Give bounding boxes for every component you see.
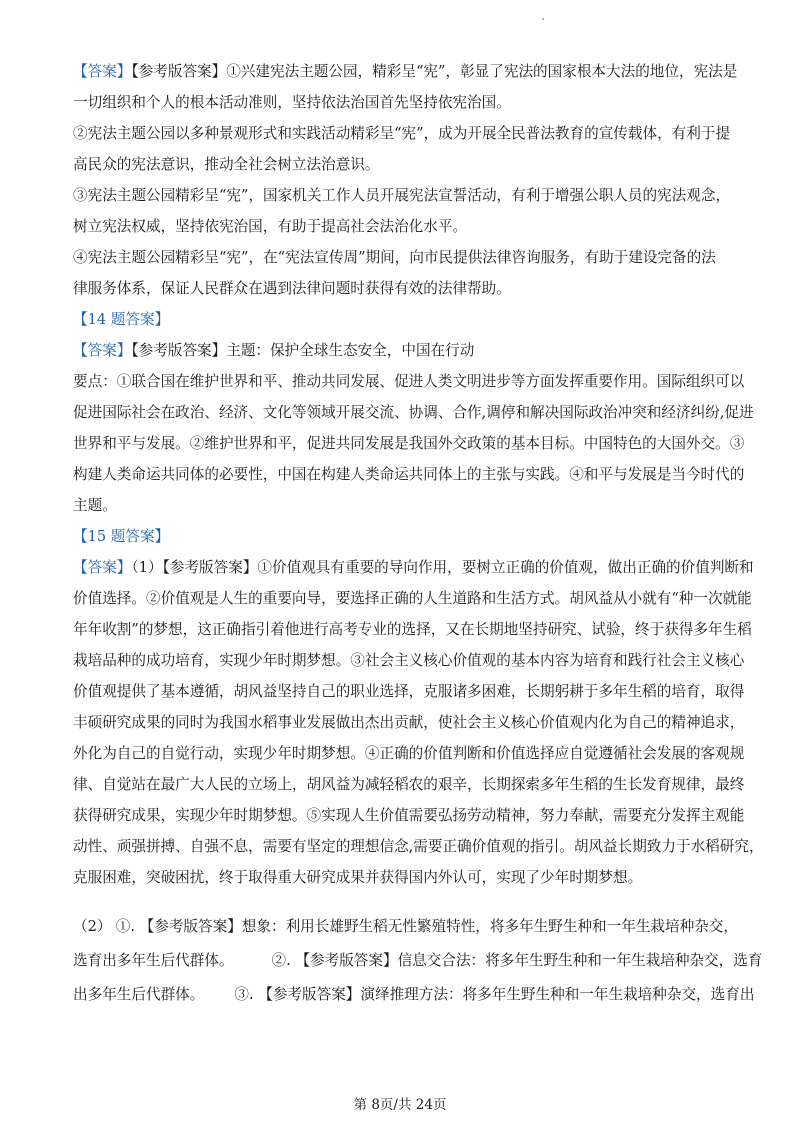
- text-line: [73, 341, 738, 361]
- part2-line-1: [73, 917, 738, 937]
- line-text: 促进国际社会在政治、经济、文化等领域开展交流、协调、合作,调停和解决国际政治冲突和经济纠纷,促进: [73, 404, 754, 421]
- question-15-part-2: [73, 917, 763, 1005]
- text-line: [73, 558, 754, 578]
- answer-paragraph: [73, 62, 738, 113]
- part2-answer-2: ②. 【参考版答案】信息交合法：将多年生野生种和一年生栽培种杂交，选育: [271, 952, 763, 969]
- line-text: 年年收割”的梦想，这正确指引着他进行高考专业的选择，又在长期地坚持研究、试验，终于获得多年生稻: [73, 621, 752, 638]
- line-text: 律、自觉站在最广大人民的立场上，胡风益为减轻稻农的艰辛，长期探索多年生稻的生长发育规律，最终: [73, 776, 745, 793]
- text-line: [73, 155, 738, 175]
- part2-answer-1: ①. 【参考版答案】想象：利用长雄野生稻无性繁殖特性，将多年生野生种和一年生栽培种杂交，: [115, 918, 738, 935]
- part2-answer-1-cont: 选育出多年生后代群体。: [73, 952, 234, 969]
- line-text: 律服务体系，保证人民群众在遇到法律问题时获得有效的法律帮助。: [73, 280, 511, 297]
- text-line: [73, 93, 738, 113]
- line-text: 外化为自己的自觉行动，实现少年时期梦想。④正确的价值判断和价值选择应自觉遵循社会发展的客观规: [73, 745, 745, 762]
- line-text: 一切组织和个人的根本活动准则，坚持依法治国首先坚持依宪治国。: [73, 94, 511, 111]
- answer-tag: 【答案】: [73, 559, 132, 576]
- part2-line-2: [73, 951, 763, 971]
- line-text: ②宪法主题公园以多种景观形式和实践活动精彩呈“宪”，成为开展全民普法教育的宣传载体，有利于提: [73, 125, 731, 142]
- line-text: 价值观提供了基本遵循，胡风益坚持自己的职业选择，克服诸多困难，长期躬耕于多年生稻的培育，取得: [73, 683, 745, 700]
- text-line: [73, 465, 745, 485]
- text-line: [73, 775, 745, 795]
- line-text: ④宪法主题公园精彩呈“宪”，在“宪法宣传周”期间，向市民提供法律咨询服务，有助于建设完备的法: [73, 249, 716, 266]
- text-line: [73, 744, 745, 764]
- line-text: 要点：①联合国在维护世界和平、推动共同发展、促进人类文明进步等方面发挥重要作用。国际组织可以: [73, 373, 745, 390]
- line-text: 价值选择。②价值观是人生的重要向导，要选择正确的人生道路和生活方式。胡风益从小就有“种一次就能: [73, 590, 752, 607]
- answer-paragraph: [73, 124, 738, 175]
- text-line: [73, 713, 745, 733]
- line-text: 高民众的宪法意识，推动全社会树立法治意识。: [73, 156, 380, 173]
- text-line: [73, 682, 745, 702]
- text-line: [73, 279, 738, 299]
- line-text: 栽培品种的成功培育，实现少年时期梦想。③社会主义核心价值观的基本内容为培育和践行社会主义核心: [73, 652, 745, 669]
- text-line: [73, 434, 745, 454]
- answer-tag: 【答案】: [73, 63, 132, 80]
- line-text: 获得研究成果，实现少年时期梦想。⑤实现人生价值需要弘扬劳动精神，努力奉献，需要充分发挥主观能: [73, 807, 745, 824]
- part2-answer-2-cont: 出多年生后代群体。: [73, 986, 205, 1003]
- answer-heading: 【14 题答案】: [73, 311, 170, 328]
- answer-heading: 【15 题答案】: [73, 528, 170, 545]
- document-body: [73, 62, 764, 899]
- text-line: [73, 186, 738, 206]
- page-footer: 第 8页/共 24页: [353, 1097, 447, 1113]
- text-line: [73, 837, 764, 857]
- text-line: [73, 217, 738, 237]
- line-text: 丰硕研究成果的同时为我国水稻事业发展做出杰出贡献，使社会主义核心价值观内化为自己的精神追求，: [73, 714, 745, 731]
- answer-paragraph: [73, 248, 738, 299]
- answer-paragraph: [73, 341, 754, 516]
- part2-line-3: [73, 985, 755, 1005]
- text-line: [73, 806, 745, 826]
- text-line: [73, 620, 752, 640]
- text-line: [73, 403, 754, 423]
- text-line: [73, 651, 745, 671]
- line-text: 动性、顽强拼搏、自强不息，需要有坚定的理想信念,需要正确价值观的指引。胡风益长期致力于水稻研究，: [73, 838, 764, 855]
- line-text: 世界和平与发展。②维护世界和平，促进共同发展是我国外交政策的基本目标。中国特色的大国外交。③: [73, 435, 745, 452]
- scan-speck: [542, 18, 544, 20]
- line-text: 【参考版答案】①兴建宪法主题公园，精彩呈“宪”，彰显了宪法的国家根本大法的地位，宪法是: [131, 63, 738, 80]
- text-line: [73, 868, 738, 888]
- text-line: [73, 496, 738, 516]
- text-line: [73, 589, 752, 609]
- text-line: [73, 62, 738, 82]
- text-line: [73, 248, 738, 268]
- text-line: [73, 124, 738, 144]
- line-text: 【参考版答案】主题：保护全球生态安全，中国在行动: [131, 342, 475, 359]
- answer-paragraph: [73, 186, 738, 237]
- line-text: ③宪法主题公园精彩呈“宪”，国家机关工作人员开展宪法宣誓活动，有利于增强公职人员的宪法观念，: [73, 187, 731, 204]
- part2-number: （2）: [73, 918, 112, 935]
- text-line: [73, 372, 745, 392]
- line-text: 主题。: [73, 497, 117, 514]
- part2-answer-3: ③. 【参考版答案】演绎推理方法：将多年生野生种和一年生栽培种杂交，选育出: [234, 986, 755, 1003]
- line-text: 构建人类命运共同体的必要性，中国在构建人类命运共同体上的主张与实践。④和平与发展是当今时代的: [73, 466, 745, 483]
- line-text: 树立宪法权威，坚持依宪治国，有助于提高社会法治化水平。: [73, 218, 468, 235]
- line-text: （1）【参考版答案】①价值观具有重要的导向作用，要树立正确的价值观，做出正确的价值判断和: [131, 559, 754, 576]
- answer-tag: 【答案】: [73, 342, 132, 359]
- answer-paragraph: [73, 558, 764, 888]
- line-text: 克服困难，突破困扰，终于取得重大研究成果并获得国内外认可，实现了少年时期梦想。: [73, 869, 643, 886]
